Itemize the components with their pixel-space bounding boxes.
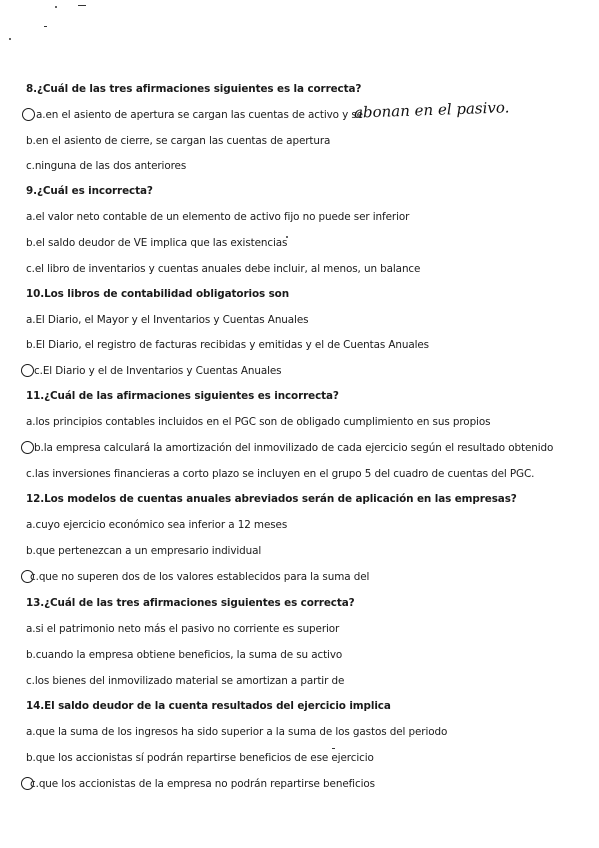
option-13b: b.cuando la empresa obtiene beneficios, la suma de su activo	[26, 649, 343, 661]
answer-circle-14c	[21, 777, 34, 790]
scan-speck	[55, 6, 57, 8]
answer-circle-10c	[21, 364, 34, 377]
question-10: 10.Los libros de contabilidad obligatorios son	[26, 288, 289, 300]
option-12a: a.cuyo ejercicio económico sea inferior a 12 meses	[26, 519, 288, 531]
answer-circle-8a	[22, 108, 35, 121]
option-8c: c.ninguna de las dos anteriores	[26, 160, 187, 172]
option-14a: a.que la suma de los ingresos ha sido superior a la suma de los gastos del periodo	[26, 726, 448, 738]
question-9: 9.¿Cuál es incorrecta?	[26, 185, 153, 197]
option-12c: c.que no superen dos de los valores establecidos para la suma del	[30, 571, 370, 583]
option-11b: b.la empresa calculará la amortización del inmovilizado de cada ejercicio según el resultado obtenido	[34, 442, 554, 454]
handwritten-note: abonan en el pasivo.	[353, 98, 510, 122]
question-12: 12.Los modelos de cuentas anuales abreviados serán de aplicación en las empresas?	[26, 493, 517, 505]
scan-speck	[78, 5, 86, 6]
option-13a: a.si el patrimonio neto más el pasivo no corriente es superior	[26, 623, 340, 635]
option-12b: b.que pertenezcan a un empresario individual	[26, 545, 262, 557]
option-9b: b.el saldo deudor de VE implica que las existencias	[26, 237, 288, 249]
option-8a: a.en el asiento de apertura se cargan las cuentas de activo y se	[36, 109, 363, 121]
option-14b: b.que los accionistas sí podrán repartirse beneficios de ese ejercicio	[26, 752, 374, 764]
answer-circle-12c	[21, 570, 34, 583]
scan-speck	[332, 748, 335, 749]
option-11a: a.los principios contables incluidos en el PGC son de obligado cumplimiento en sus propios	[26, 416, 491, 428]
question-11: 11.¿Cuál de las afirmaciones siguientes es incorrecta?	[26, 390, 339, 402]
option-8b: b.en el asiento de cierre, se cargan las cuentas de apertura	[26, 135, 331, 147]
option-13c: c.los bienes del inmovilizado material se amortizan a partir de	[26, 675, 345, 687]
option-9a: a.el valor neto contable de un elemento de activo fijo no puede ser inferior	[26, 211, 410, 223]
question-8: 8.¿Cuál de las tres afirmaciones siguientes es la correcta?	[26, 83, 362, 95]
option-14c: c.que los accionistas de la empresa no podrán repartirse beneficios	[30, 778, 375, 790]
answer-circle-11b	[21, 441, 34, 454]
option-10c: c.El Diario y el de Inventarios y Cuentas Anuales	[34, 365, 282, 377]
option-9c: c.el libro de inventarios y cuentas anuales debe incluir, al menos, un balance	[26, 263, 421, 275]
question-13: 13.¿Cuál de las tres afirmaciones siguientes es correcta?	[26, 597, 355, 609]
scan-speck	[9, 38, 11, 40]
option-10b: b.El Diario, el registro de facturas recibidas y emitidas y el de Cuentas Anuales	[26, 339, 429, 351]
scan-speck	[44, 26, 47, 27]
option-11c: c.las inversiones financieras a corto plazo se incluyen en el grupo 5 del cuadro de cuentas del PGC.	[26, 468, 535, 480]
option-10a: a.El Diario, el Mayor y el Inventarios y Cuentas Anuales	[26, 314, 309, 326]
question-14: 14.El saldo deudor de la cuenta resultados del ejercicio implica	[26, 700, 391, 712]
